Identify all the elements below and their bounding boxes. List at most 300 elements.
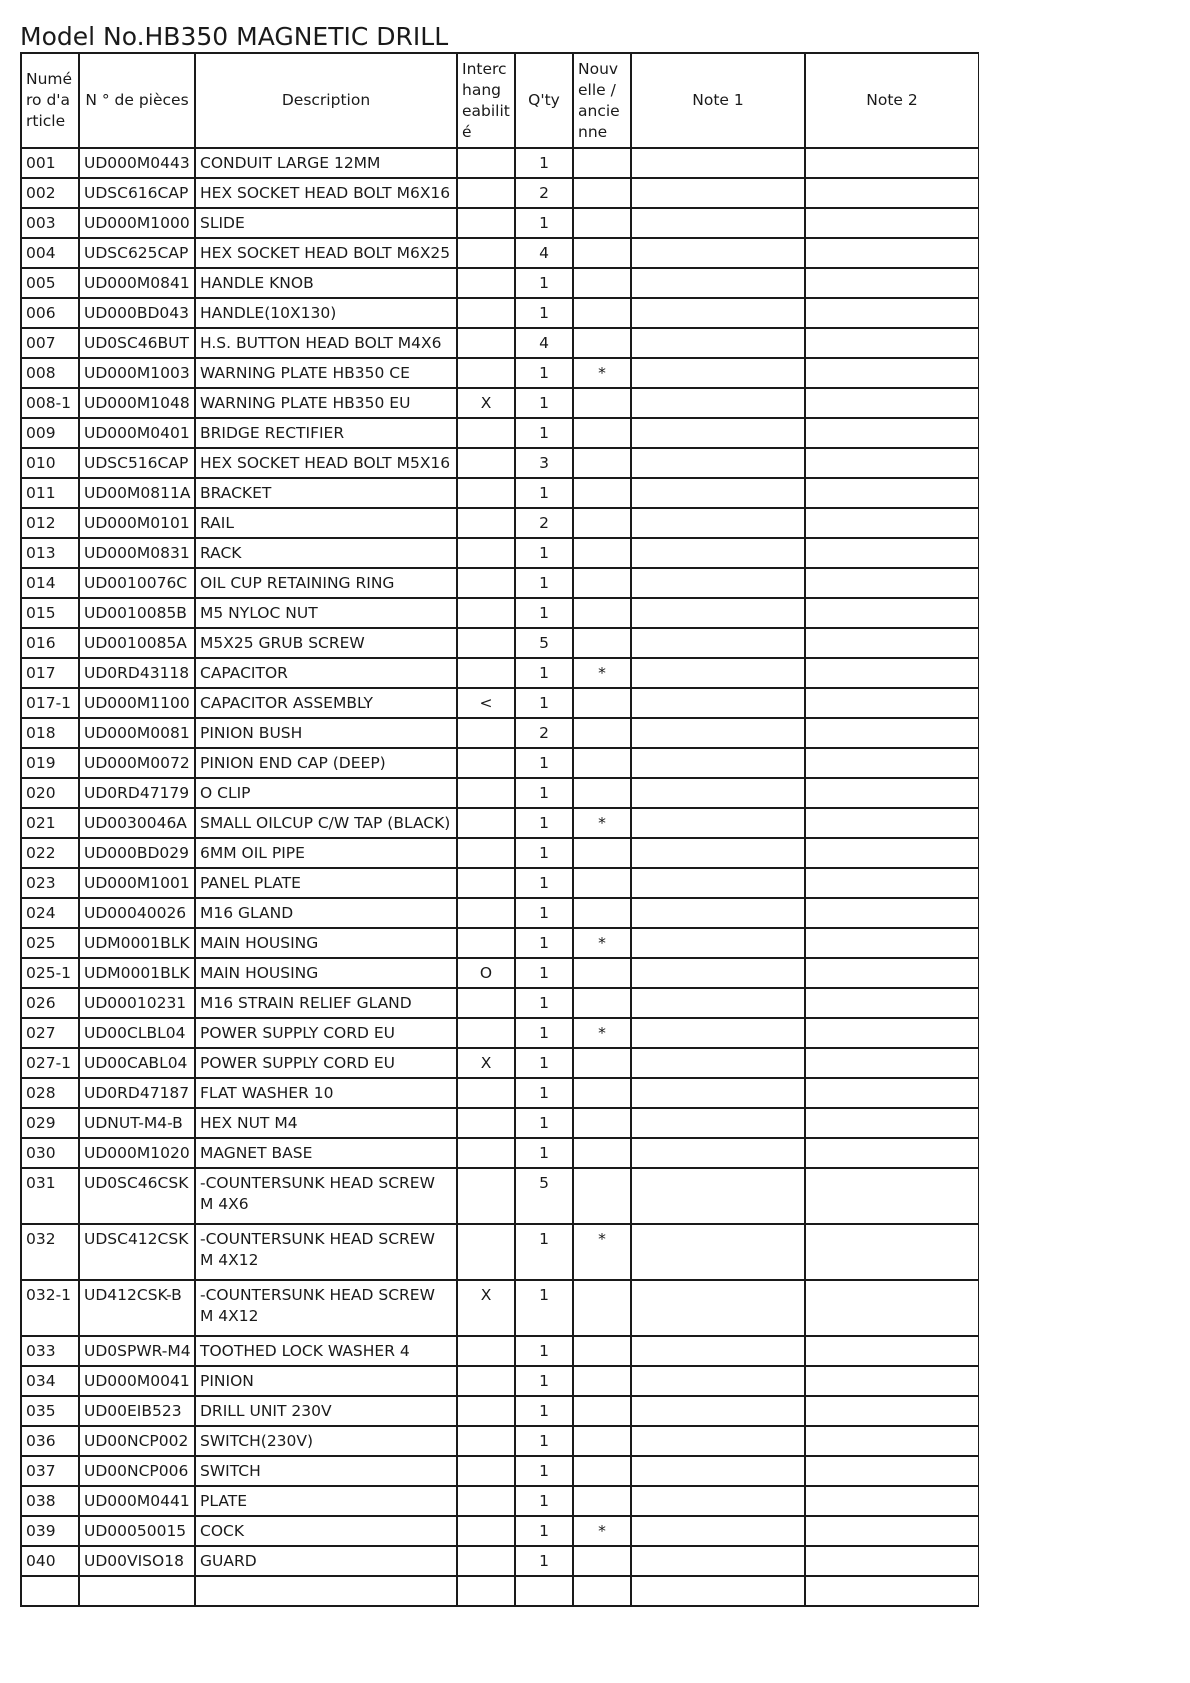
- cell-note1: [631, 508, 805, 538]
- cell-interchangeability: [457, 808, 515, 838]
- cell-note2: [805, 508, 979, 538]
- cell-note1: [631, 418, 805, 448]
- cell-note1: [631, 1280, 805, 1336]
- cell-item-no: 017-1: [21, 688, 79, 718]
- cell-interchangeability: [457, 1516, 515, 1546]
- cell-item-no: 004: [21, 238, 79, 268]
- cell-description: 6MM OIL PIPE: [195, 838, 457, 868]
- table-row: [21, 1516, 979, 1546]
- cell-note2: [805, 1168, 979, 1224]
- table-row: [21, 628, 979, 658]
- cell-qty: 1: [515, 898, 573, 928]
- table-row: [21, 298, 979, 328]
- cell-new-old: [573, 148, 631, 178]
- cell-interchangeability: [457, 1486, 515, 1516]
- cell-item-no: 021: [21, 808, 79, 838]
- cell-item-no: 025-1: [21, 958, 79, 988]
- cell-new-old: [573, 238, 631, 268]
- cell-note2: [805, 1456, 979, 1486]
- table-row: [21, 778, 979, 808]
- table-row: [21, 508, 979, 538]
- cell-item-no: 023: [21, 868, 79, 898]
- cell-qty: 3: [515, 448, 573, 478]
- cell-description: CAPACITOR: [195, 658, 457, 688]
- cell-description: CAPACITOR ASSEMBLY: [195, 688, 457, 718]
- cell-item-no: 038: [21, 1486, 79, 1516]
- cell-item-no: 016: [21, 628, 79, 658]
- cell-interchangeability: X: [457, 1048, 515, 1078]
- cell-note1: [631, 1336, 805, 1366]
- cell-note1: [631, 148, 805, 178]
- cell-note1: [631, 718, 805, 748]
- cell-note2: [805, 1108, 979, 1138]
- cell-part-no: UD0010076C: [79, 568, 195, 598]
- cell-interchangeability: [457, 1138, 515, 1168]
- cell-qty: 4: [515, 328, 573, 358]
- cell-part-no: UD000M0441: [79, 1486, 195, 1516]
- table-row: [21, 1280, 979, 1336]
- table-row-empty: [21, 1576, 979, 1606]
- header-description: Description: [195, 53, 457, 148]
- cell-interchangeability: [457, 718, 515, 748]
- cell-description: HANDLE(10X130): [195, 298, 457, 328]
- cell-qty: 1: [515, 1280, 573, 1336]
- cell-note2: [805, 178, 979, 208]
- cell-interchangeability: [457, 1078, 515, 1108]
- cell-part-no: UD0010085A: [79, 628, 195, 658]
- cell-note2: [805, 388, 979, 418]
- cell-note2: [805, 148, 979, 178]
- table-row: [21, 1224, 979, 1280]
- cell-note1: [631, 838, 805, 868]
- cell-part-no: UD000M1000: [79, 208, 195, 238]
- cell-item-no: 028: [21, 1078, 79, 1108]
- cell-note2: [805, 718, 979, 748]
- cell-part-no: UDSC625CAP: [79, 238, 195, 268]
- cell-qty: 5: [515, 1168, 573, 1224]
- cell-qty: 1: [515, 1546, 573, 1576]
- cell-description: HANDLE KNOB: [195, 268, 457, 298]
- cell-part-no: UD00NCP002: [79, 1426, 195, 1456]
- cell-qty: 1: [515, 1048, 573, 1078]
- table-row: [21, 1546, 979, 1576]
- cell-part-no: UD000M1001: [79, 868, 195, 898]
- table-row: [21, 268, 979, 298]
- cell-description: PLATE: [195, 1486, 457, 1516]
- cell-new-old: *: [573, 808, 631, 838]
- cell-description: HEX SOCKET HEAD BOLT M5X16: [195, 448, 457, 478]
- cell-description: POWER SUPPLY CORD EU: [195, 1048, 457, 1078]
- cell-part-no: UD00M0811A: [79, 478, 195, 508]
- cell-part-no: UD00050015: [79, 1516, 195, 1546]
- cell-item-no: 013: [21, 538, 79, 568]
- cell-description: WARNING PLATE HB350 CE: [195, 358, 457, 388]
- cell-description: M5 NYLOC NUT: [195, 598, 457, 628]
- cell-note1: [631, 658, 805, 688]
- cell-note2: [805, 1048, 979, 1078]
- cell-interchangeability: [457, 1018, 515, 1048]
- cell-qty: 1: [515, 808, 573, 838]
- cell-qty: 1: [515, 748, 573, 778]
- cell-note1: [631, 868, 805, 898]
- table-row: [21, 688, 979, 718]
- cell-part-no: UDSC616CAP: [79, 178, 195, 208]
- table-row: [21, 808, 979, 838]
- cell-item-no: 033: [21, 1336, 79, 1366]
- cell-description: GUARD: [195, 1546, 457, 1576]
- cell-interchangeability: [457, 628, 515, 658]
- cell-note1: [631, 358, 805, 388]
- cell-note1: [631, 178, 805, 208]
- table-row: [21, 238, 979, 268]
- cell-part-no: UD000M1020: [79, 1138, 195, 1168]
- cell-item-no: 005: [21, 268, 79, 298]
- empty-cell: [79, 1576, 195, 1606]
- cell-qty: 1: [515, 1138, 573, 1168]
- empty-cell: [195, 1576, 457, 1606]
- cell-part-no: UD000M0443: [79, 148, 195, 178]
- cell-note2: [805, 1396, 979, 1426]
- cell-new-old: [573, 1546, 631, 1576]
- cell-interchangeability: [457, 1366, 515, 1396]
- cell-interchangeability: [457, 268, 515, 298]
- cell-note1: [631, 388, 805, 418]
- cell-interchangeability: [457, 208, 515, 238]
- cell-part-no: UD000M0841: [79, 268, 195, 298]
- empty-cell: [457, 1576, 515, 1606]
- cell-item-no: 002: [21, 178, 79, 208]
- table-row: [21, 358, 979, 388]
- cell-item-no: 009: [21, 418, 79, 448]
- cell-note2: [805, 1078, 979, 1108]
- table-row: [21, 1486, 979, 1516]
- cell-interchangeability: [457, 358, 515, 388]
- cell-interchangeability: [457, 238, 515, 268]
- cell-description: M16 GLAND: [195, 898, 457, 928]
- table-row: [21, 148, 979, 178]
- cell-item-no: 018: [21, 718, 79, 748]
- header-item-no: Numéro d'article: [21, 53, 79, 148]
- cell-description: FLAT WASHER 10: [195, 1078, 457, 1108]
- cell-item-no: 006: [21, 298, 79, 328]
- cell-note1: [631, 928, 805, 958]
- parts-table: [20, 52, 979, 1607]
- cell-description: RAIL: [195, 508, 457, 538]
- cell-qty: 2: [515, 718, 573, 748]
- cell-qty: 1: [515, 538, 573, 568]
- cell-item-no: 007: [21, 328, 79, 358]
- cell-part-no: UD0010085B: [79, 598, 195, 628]
- cell-interchangeability: [457, 898, 515, 928]
- cell-note2: [805, 538, 979, 568]
- cell-qty: 1: [515, 298, 573, 328]
- cell-note2: [805, 1486, 979, 1516]
- cell-new-old: *: [573, 358, 631, 388]
- cell-interchangeability: [457, 1426, 515, 1456]
- table-row: [21, 208, 979, 238]
- table-row: [21, 1108, 979, 1138]
- table-row: [21, 838, 979, 868]
- cell-qty: 1: [515, 928, 573, 958]
- cell-note2: [805, 898, 979, 928]
- cell-part-no: UDNUT-M4-B: [79, 1108, 195, 1138]
- cell-description: M16 STRAIN RELIEF GLAND: [195, 988, 457, 1018]
- cell-note1: [631, 448, 805, 478]
- cell-item-no: 017: [21, 658, 79, 688]
- cell-part-no: UD00NCP006: [79, 1456, 195, 1486]
- cell-note1: [631, 778, 805, 808]
- cell-item-no: 027: [21, 1018, 79, 1048]
- table-row: [21, 538, 979, 568]
- cell-qty: 1: [515, 1516, 573, 1546]
- cell-part-no: UD00010231: [79, 988, 195, 1018]
- cell-new-old: [573, 898, 631, 928]
- cell-item-no: 034: [21, 1366, 79, 1396]
- cell-part-no: UD000BD043: [79, 298, 195, 328]
- cell-part-no: UD000M0081: [79, 718, 195, 748]
- table-row: [21, 1048, 979, 1078]
- cell-description: -COUNTERSUNK HEAD SCREW M 4X12: [195, 1280, 457, 1336]
- cell-qty: 1: [515, 658, 573, 688]
- cell-item-no: 035: [21, 1396, 79, 1426]
- cell-item-no: 032: [21, 1224, 79, 1280]
- cell-new-old: [573, 448, 631, 478]
- cell-qty: 1: [515, 958, 573, 988]
- cell-note1: [631, 748, 805, 778]
- cell-note1: [631, 478, 805, 508]
- cell-note1: [631, 598, 805, 628]
- cell-note2: [805, 1280, 979, 1336]
- cell-qty: 2: [515, 508, 573, 538]
- cell-item-no: 030: [21, 1138, 79, 1168]
- cell-item-no: 015: [21, 598, 79, 628]
- cell-qty: 1: [515, 148, 573, 178]
- cell-part-no: UDSC412CSK: [79, 1224, 195, 1280]
- cell-description: COCK: [195, 1516, 457, 1546]
- cell-note2: [805, 958, 979, 988]
- cell-interchangeability: [457, 538, 515, 568]
- cell-qty: 1: [515, 778, 573, 808]
- cell-part-no: UD00040026: [79, 898, 195, 928]
- cell-item-no: 008: [21, 358, 79, 388]
- table-row: [21, 658, 979, 688]
- cell-item-no: 003: [21, 208, 79, 238]
- cell-description: H.S. BUTTON HEAD BOLT M4X6: [195, 328, 457, 358]
- table-row: [21, 868, 979, 898]
- cell-qty: 1: [515, 988, 573, 1018]
- cell-interchangeability: [457, 478, 515, 508]
- cell-qty: 1: [515, 1456, 573, 1486]
- cell-new-old: [573, 208, 631, 238]
- cell-description: -COUNTERSUNK HEAD SCREW M 4X6: [195, 1168, 457, 1224]
- cell-interchangeability: [457, 868, 515, 898]
- cell-qty: 1: [515, 358, 573, 388]
- cell-item-no: 001: [21, 148, 79, 178]
- cell-interchangeability: [457, 838, 515, 868]
- cell-qty: 1: [515, 1396, 573, 1426]
- cell-interchangeability: [457, 1546, 515, 1576]
- cell-description: HEX SOCKET HEAD BOLT M6X25: [195, 238, 457, 268]
- table-row: [21, 1456, 979, 1486]
- empty-cell: [21, 1576, 79, 1606]
- cell-interchangeability: [457, 178, 515, 208]
- cell-new-old: [573, 268, 631, 298]
- table-row: [21, 1018, 979, 1048]
- cell-description: RACK: [195, 538, 457, 568]
- cell-interchangeability: <: [457, 688, 515, 718]
- cell-interchangeability: [457, 298, 515, 328]
- cell-interchangeability: [457, 598, 515, 628]
- cell-part-no: UD0030046A: [79, 808, 195, 838]
- cell-note2: [805, 838, 979, 868]
- cell-description: MAGNET BASE: [195, 1138, 457, 1168]
- cell-part-no: UD000M0831: [79, 538, 195, 568]
- cell-note1: [631, 1426, 805, 1456]
- cell-new-old: [573, 508, 631, 538]
- empty-cell: [515, 1576, 573, 1606]
- table-body: [21, 148, 979, 1606]
- cell-qty: 1: [515, 478, 573, 508]
- cell-note1: [631, 1078, 805, 1108]
- cell-note1: [631, 1048, 805, 1078]
- table-row: [21, 898, 979, 928]
- cell-qty: 1: [515, 838, 573, 868]
- cell-description: BRIDGE RECTIFIER: [195, 418, 457, 448]
- cell-qty: 1: [515, 598, 573, 628]
- cell-description: CONDUIT LARGE 12MM: [195, 148, 457, 178]
- cell-part-no: UD000M0401: [79, 418, 195, 448]
- cell-qty: 1: [515, 1078, 573, 1108]
- cell-qty: 1: [515, 1426, 573, 1456]
- cell-interchangeability: [457, 1108, 515, 1138]
- cell-description: SLIDE: [195, 208, 457, 238]
- header-part-no: N ° de pièces: [79, 53, 195, 148]
- empty-cell: [805, 1576, 979, 1606]
- cell-description: SWITCH: [195, 1456, 457, 1486]
- cell-note1: [631, 1108, 805, 1138]
- cell-note1: [631, 328, 805, 358]
- cell-part-no: UD000BD029: [79, 838, 195, 868]
- table-header-row: [21, 53, 979, 148]
- cell-interchangeability: [457, 1456, 515, 1486]
- cell-part-no: UD000M1048: [79, 388, 195, 418]
- cell-description: WARNING PLATE HB350 EU: [195, 388, 457, 418]
- table-row: [21, 1168, 979, 1224]
- cell-new-old: *: [573, 928, 631, 958]
- cell-qty: 1: [515, 268, 573, 298]
- cell-part-no: UD0SC46CSK: [79, 1168, 195, 1224]
- table-row: [21, 1366, 979, 1396]
- cell-note2: [805, 598, 979, 628]
- cell-note2: [805, 658, 979, 688]
- cell-new-old: [573, 838, 631, 868]
- cell-qty: 1: [515, 1224, 573, 1280]
- table-row: [21, 388, 979, 418]
- cell-interchangeability: [457, 568, 515, 598]
- cell-qty: 1: [515, 568, 573, 598]
- cell-note2: [805, 808, 979, 838]
- cell-item-no: 037: [21, 1456, 79, 1486]
- cell-note1: [631, 208, 805, 238]
- cell-qty: 1: [515, 1366, 573, 1396]
- cell-description: HEX NUT M4: [195, 1108, 457, 1138]
- cell-note2: [805, 298, 979, 328]
- cell-item-no: 020: [21, 778, 79, 808]
- cell-qty: 1: [515, 868, 573, 898]
- table-row: [21, 1396, 979, 1426]
- cell-new-old: [573, 568, 631, 598]
- cell-item-no: 032-1: [21, 1280, 79, 1336]
- cell-note2: [805, 628, 979, 658]
- cell-part-no: UDSC516CAP: [79, 448, 195, 478]
- cell-note1: [631, 628, 805, 658]
- header-note2: Note 2: [805, 53, 979, 148]
- cell-new-old: [573, 688, 631, 718]
- cell-note1: [631, 298, 805, 328]
- cell-new-old: [573, 1366, 631, 1396]
- cell-part-no: UDM0001BLK: [79, 928, 195, 958]
- cell-note2: [805, 328, 979, 358]
- cell-new-old: [573, 1168, 631, 1224]
- cell-interchangeability: [457, 148, 515, 178]
- table-row: [21, 1336, 979, 1366]
- cell-new-old: [573, 958, 631, 988]
- cell-qty: 1: [515, 1018, 573, 1048]
- cell-new-old: [573, 1108, 631, 1138]
- table-row: [21, 1078, 979, 1108]
- cell-item-no: 011: [21, 478, 79, 508]
- cell-qty: 1: [515, 1486, 573, 1516]
- cell-new-old: [573, 1396, 631, 1426]
- cell-part-no: UD0SPWR-M4: [79, 1336, 195, 1366]
- cell-new-old: *: [573, 658, 631, 688]
- cell-note2: [805, 868, 979, 898]
- cell-note1: [631, 238, 805, 268]
- table-row: [21, 718, 979, 748]
- cell-new-old: [573, 418, 631, 448]
- cell-interchangeability: [457, 418, 515, 448]
- cell-interchangeability: [457, 748, 515, 778]
- cell-new-old: [573, 598, 631, 628]
- table-row: [21, 328, 979, 358]
- cell-note1: [631, 1224, 805, 1280]
- cell-new-old: *: [573, 1018, 631, 1048]
- cell-note1: [631, 958, 805, 988]
- cell-qty: 2: [515, 178, 573, 208]
- page-title: Model No.HB350 MAGNETIC DRILL: [20, 22, 449, 51]
- cell-note2: [805, 1018, 979, 1048]
- cell-note2: [805, 1546, 979, 1576]
- cell-note2: [805, 208, 979, 238]
- cell-part-no: UD000M0041: [79, 1366, 195, 1396]
- cell-note1: [631, 1138, 805, 1168]
- cell-new-old: [573, 1048, 631, 1078]
- cell-part-no: UD000M0101: [79, 508, 195, 538]
- cell-part-no: UDM0001BLK: [79, 958, 195, 988]
- cell-note1: [631, 898, 805, 928]
- cell-interchangeability: [457, 658, 515, 688]
- header-interchangeability: Interchangeabilité: [457, 53, 515, 148]
- cell-new-old: *: [573, 1224, 631, 1280]
- cell-item-no: 010: [21, 448, 79, 478]
- cell-item-no: 025: [21, 928, 79, 958]
- cell-interchangeability: [457, 1396, 515, 1426]
- table-row: [21, 418, 979, 448]
- cell-item-no: 040: [21, 1546, 79, 1576]
- cell-new-old: [573, 478, 631, 508]
- header-qty: Q'ty: [515, 53, 573, 148]
- cell-new-old: [573, 988, 631, 1018]
